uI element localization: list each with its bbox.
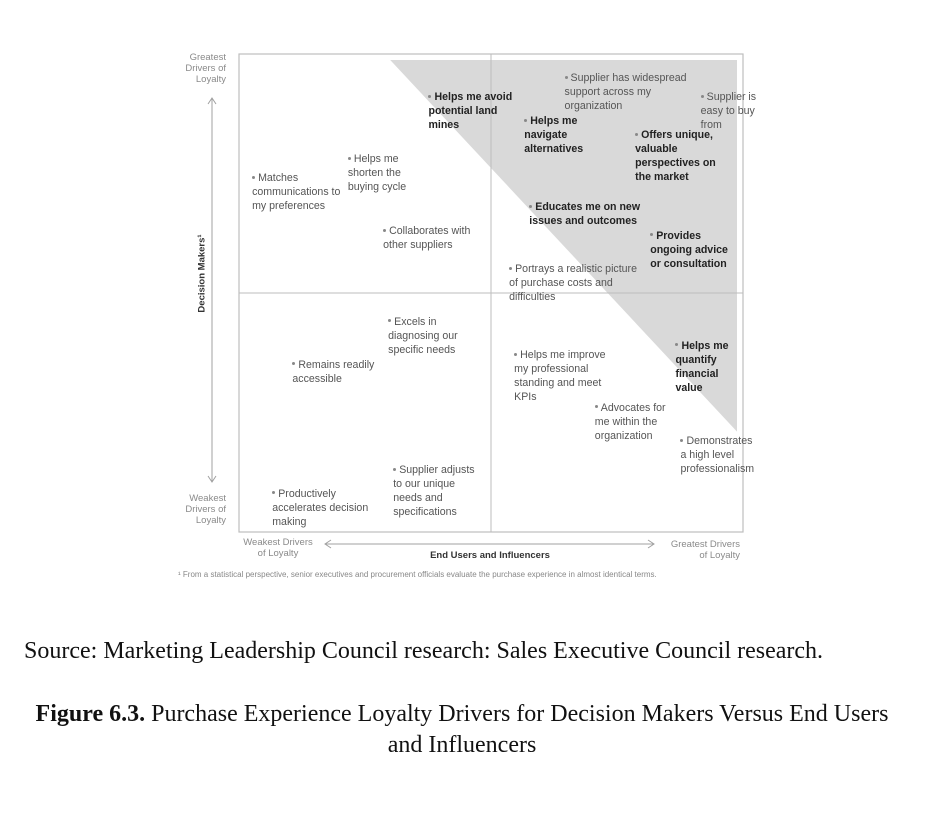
y-axis-title: Decision Makers¹: [196, 234, 208, 313]
data-point-label: Helps me quantify financial value: [675, 339, 729, 394]
data-point-marker: [675, 343, 678, 346]
data-point-16: [595, 401, 666, 443]
data-point-label: Supplier is easy to buy from: [700, 91, 757, 132]
data-point-label: Educates me on new issues and outcomes: [529, 200, 641, 227]
data-point-label: Helps me improve my professional standing and meet KPIs: [514, 349, 606, 404]
data-point-10: [650, 229, 728, 271]
data-point-3: [701, 90, 756, 132]
data-point-marker: [428, 95, 431, 98]
data-point-15: [292, 358, 374, 386]
data-point-label: Excels in diagnosing our specific needs: [388, 315, 458, 356]
data-point-label: Productively accelerates decision making: [272, 487, 369, 528]
data-point-marker: [650, 233, 653, 236]
data-point-12: [388, 315, 458, 357]
x-axis-low-label: Weakest Drivers of Loyalty: [243, 537, 313, 559]
data-point-marker: [701, 95, 704, 98]
data-point-marker: [388, 319, 391, 322]
data-point-5: [635, 128, 716, 184]
x-axis-high-label: Greatest Drivers of Loyalty: [670, 539, 740, 561]
data-point-marker: [252, 176, 255, 179]
data-point-label: Remains readily accessible: [292, 358, 375, 385]
data-point-17: [680, 434, 754, 476]
data-point-marker: [529, 205, 532, 208]
data-point-18: [393, 463, 474, 519]
data-point-8: [529, 200, 640, 228]
data-point-11: [509, 262, 637, 304]
figure-caption: [24, 699, 900, 761]
x-axis-title: End Users and Influencers: [430, 550, 550, 561]
data-point-label: Helps me avoid potential land mines: [428, 91, 513, 132]
data-point-label: Advocates for me within the organization: [594, 401, 666, 442]
data-point-label: Supplier adjusts to our unique needs and specifications: [393, 463, 475, 518]
data-point-9: [383, 224, 470, 252]
data-point-marker: [524, 119, 527, 122]
data-point-marker: [509, 267, 512, 270]
data-point-marker: [272, 491, 275, 494]
data-point-marker: [292, 362, 295, 365]
quadrant-chart: [170, 40, 770, 600]
data-point-marker: [383, 229, 386, 232]
y-axis-high-label: Greatest Drivers of Loyalty: [185, 52, 226, 85]
data-point-label: Portrays a realistic picture of purchase costs and difficulties: [509, 263, 637, 304]
data-point-label: Helps me shorten the buying cycle: [347, 153, 407, 194]
data-point-marker: [680, 439, 683, 442]
data-point-7: [252, 171, 340, 213]
data-point-6: [348, 152, 406, 194]
data-point-label: Provides ongoing advice or consultation: [650, 229, 728, 270]
data-point-marker: [348, 157, 351, 160]
data-point-label: Helps me navigate alternatives: [524, 114, 584, 155]
chart-footnote: ¹ From a statistical perspective, senior executives and procurement officials evaluate the purchase experience in almost identical terms.: [178, 570, 657, 579]
data-point-4: [524, 114, 583, 156]
data-point-marker: [635, 133, 638, 136]
figure-label: Figure 6.3.: [35, 701, 146, 727]
data-point-marker: [393, 468, 396, 471]
figure-title: Purchase Experience Loyalty Drivers for Decision Makers Versus End Users and Influencers: [145, 701, 889, 758]
data-point-marker: [514, 353, 517, 356]
data-point-label: Supplier has widespread support across my organization: [564, 71, 687, 112]
data-point-19: [272, 487, 368, 529]
source-text: Source: Marketing Leadership Council research: Sales Executive Council research.: [24, 638, 824, 664]
data-point-label: Demonstrates a high level professionalism: [680, 435, 755, 476]
data-point-label: Collaborates with other suppliers: [383, 224, 471, 251]
data-point-2: [565, 71, 687, 113]
data-point-label: Offers unique, valuable perspectives on the market: [635, 129, 716, 184]
data-point-marker: [565, 76, 568, 79]
data-point-14: [514, 348, 605, 404]
data-point-13: [675, 339, 728, 395]
data-point-label: Matches communications to my preferences: [252, 172, 341, 213]
data-point-1: [428, 90, 512, 132]
y-axis-low-label: Weakest Drivers of Loyalty: [185, 493, 226, 526]
data-point-marker: [595, 405, 598, 408]
